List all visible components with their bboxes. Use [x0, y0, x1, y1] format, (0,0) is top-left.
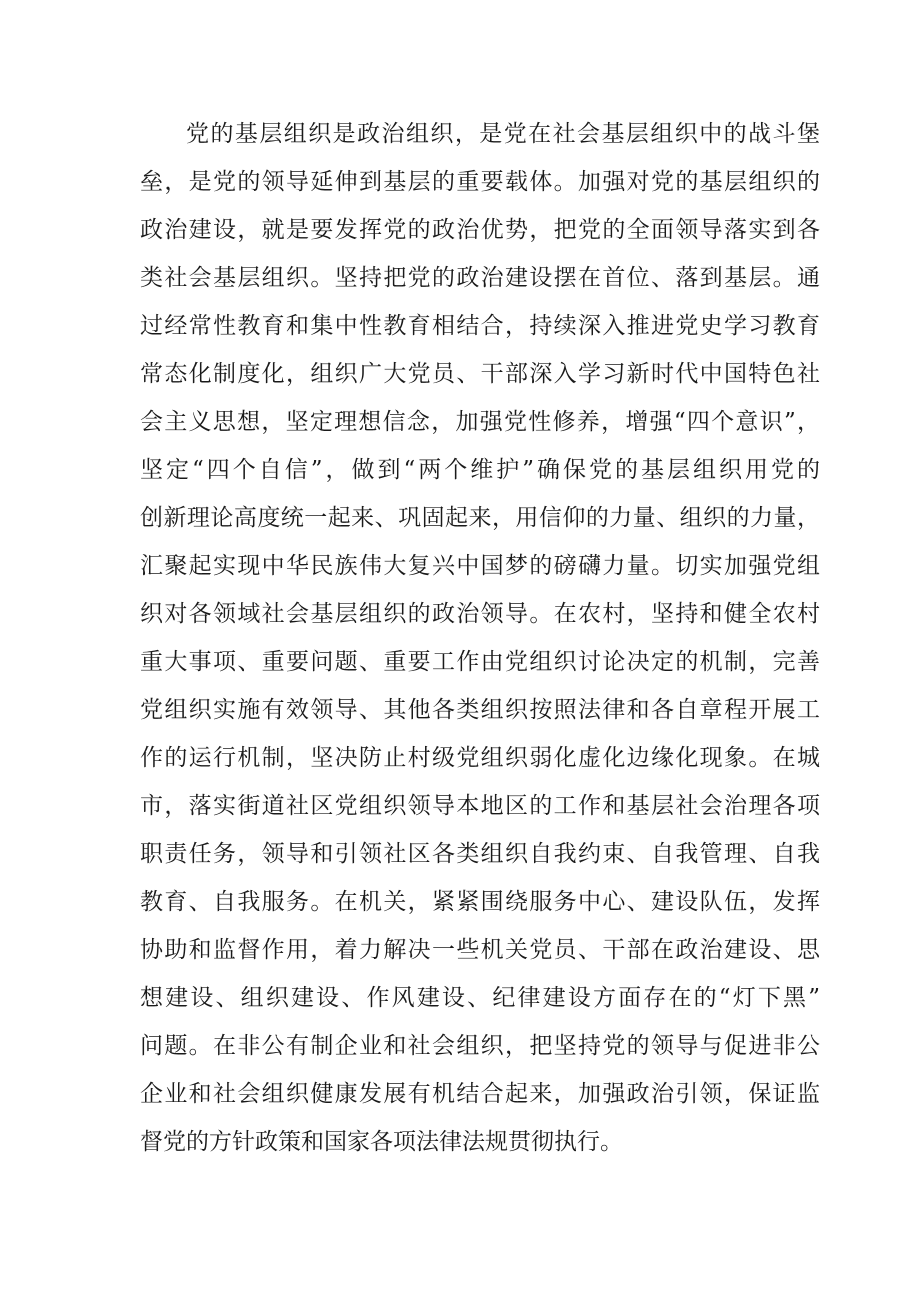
paragraph-line-3: 政治建设，就是要发挥党的政治优势，把党的全面领导落实到各 [140, 217, 820, 243]
paragraph-line-14: 作的运行机制，坚决防止村级党组织弱化虚化边缘化现象。在城 [140, 745, 820, 771]
paragraph-line-7: 会主义思想，坚定理想信念，加强党性修养，增强“四个意识”， [140, 409, 820, 435]
paragraph-line-17: 教育、自我服务。在机关，紧紧围绕服务中心、建设队伍，发挥 [140, 889, 820, 915]
paragraph-line-19: 想建设、组织建设、作风建设、纪律建设方面存在的“灯下黑” [140, 985, 820, 1011]
paragraph-line-8: 坚定“四个自信”，做到“两个维护”确保党的基层组织用党的 [140, 457, 820, 483]
paragraph-line-2: 垒，是党的领导延伸到基层的重要载体。加强对党的基层组织的 [140, 169, 820, 195]
paragraph-line-10: 汇聚起实现中华民族伟大复兴中国梦的磅礴力量。切实加强党组 [140, 553, 820, 579]
paragraph-line-4: 类社会基层组织。坚持把党的政治建设摆在首位、落到基层。通 [140, 265, 820, 291]
body-paragraph [140, 110, 820, 1166]
paragraph-line-13: 党组织实施有效领导、其他各类组织按照法律和各自章程开展工 [140, 697, 820, 723]
paragraph-line-20: 问题。在非公有制企业和社会组织，把坚持党的领导与促进非公 [140, 1033, 820, 1059]
paragraph-line-12: 重大事项、重要问题、重要工作由党组织讨论决定的机制，完善 [140, 649, 820, 675]
paragraph-line-9: 创新理论高度统一起来、巩固起来，用信仰的力量、组织的力量， [140, 505, 820, 531]
paragraph-line-21: 企业和社会组织健康发展有机结合起来，加强政治引领，保证监 [140, 1081, 820, 1107]
paragraph-line-15: 市，落实街道社区党组织领导本地区的工作和基层社会治理各项 [140, 793, 820, 819]
paragraph-line-1: 党的基层组织是政治组织，是党在社会基层组织中的战斗堡 [186, 121, 820, 147]
paragraph-line-5: 过经常性教育和集中性教育相结合，持续深入推进党史学习教育 [140, 313, 820, 339]
paragraph-line-22: 督党的方针政策和国家各项法律法规贯彻执行。 [140, 1129, 623, 1155]
paragraph-line-11: 织对各领域社会基层组织的政治领导。在农村，坚持和健全农村 [140, 601, 820, 627]
paragraph-line-16: 职责任务，领导和引领社区各类组织自我约束、自我管理、自我 [140, 841, 820, 867]
paragraph-line-18: 协助和监督作用，着力解决一些机关党员、干部在政治建设、思 [140, 937, 820, 963]
paragraph-line-6: 常态化制度化，组织广大党员、干部深入学习新时代中国特色社 [140, 361, 820, 387]
